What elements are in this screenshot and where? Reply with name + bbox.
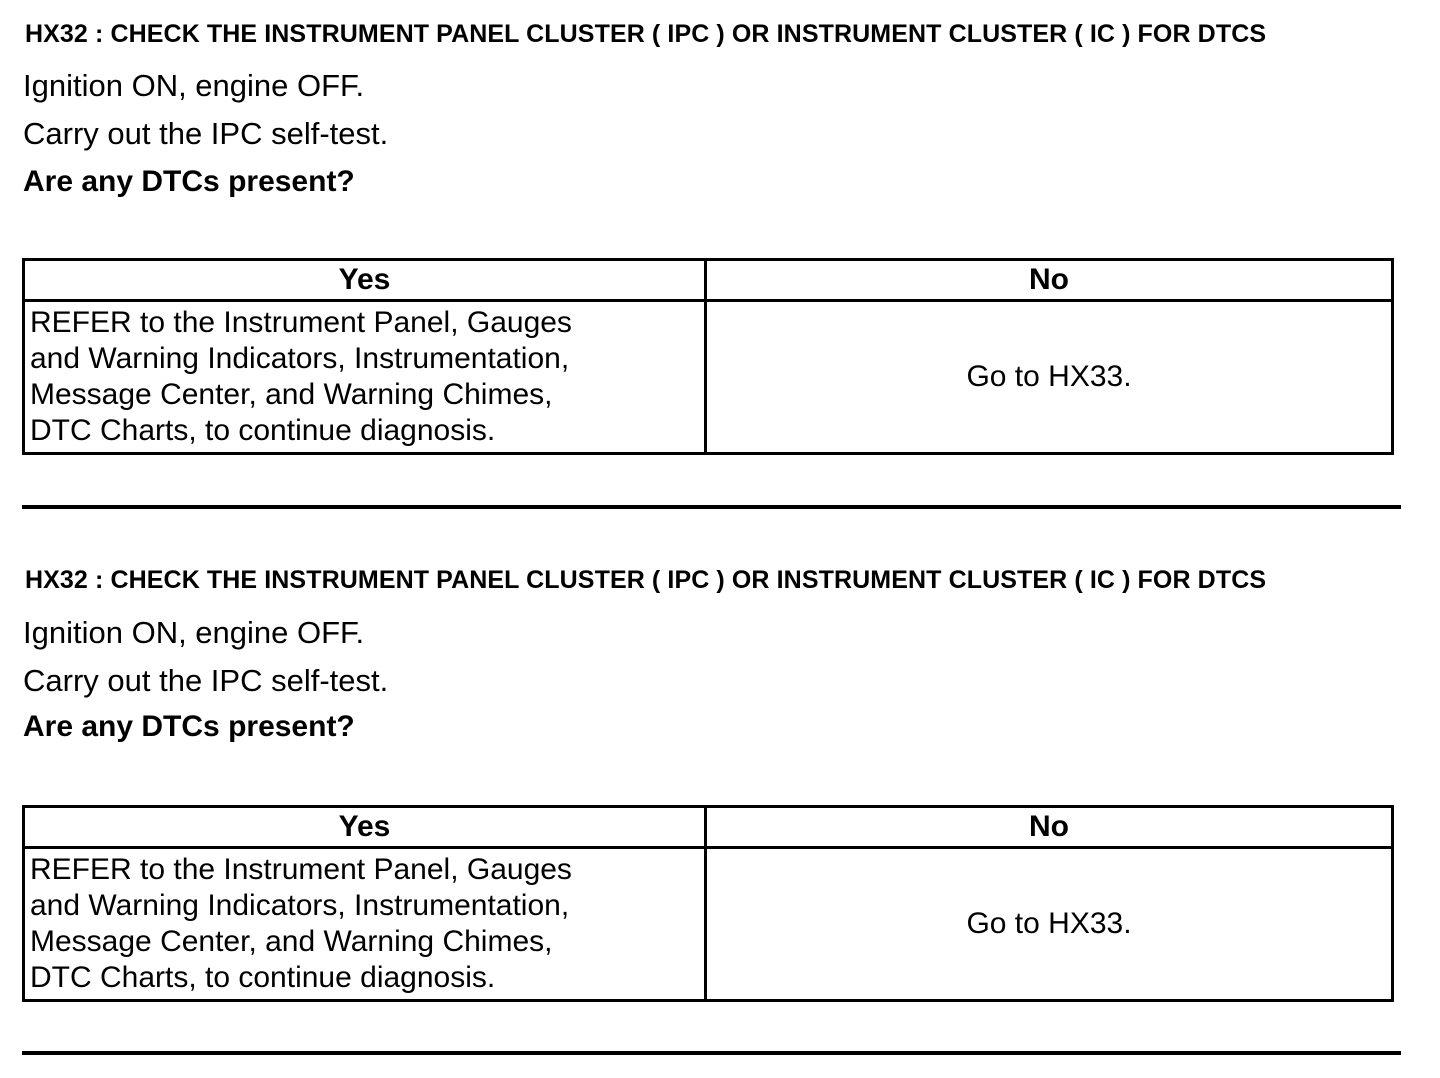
- yes-header: Yes: [24, 260, 706, 301]
- yes-action-cell: [24, 301, 706, 454]
- yes-action-line: DTC Charts, to continue diagnosis.: [30, 414, 496, 447]
- yes-action-cell: [24, 848, 706, 1001]
- step-question: Are any DTCs present?: [23, 710, 355, 743]
- yes-action-line: and Warning Indicators, Instrumentation,: [30, 342, 570, 375]
- step-title: HX32 : CHECK THE INSTRUMENT PANEL CLUSTER ( IPC ) OR INSTRUMENT CLUSTER ( IC ) FOR DTCS: [25, 566, 1267, 594]
- instruction-line: Ignition ON, engine OFF.: [23, 68, 365, 103]
- yes-action-line: and Warning Indicators, Instrumentation,: [30, 889, 570, 922]
- no-header: No: [706, 260, 1393, 301]
- no-action-cell: Go to HX33.: [706, 848, 1393, 1001]
- instruction-line: Ignition ON, engine OFF.: [23, 615, 365, 650]
- result-table: [22, 805, 1394, 1002]
- yes-action-line: Message Center, and Warning Chimes,: [30, 378, 553, 411]
- no-action-cell: Go to HX33.: [706, 301, 1393, 454]
- instruction-line: Carry out the IPC self-test.: [23, 116, 389, 151]
- yes-action-line: Message Center, and Warning Chimes,: [30, 925, 553, 958]
- section-divider: [22, 1051, 1401, 1055]
- yes-action-line: REFER to the Instrument Panel, Gauges: [30, 306, 572, 339]
- result-table: [22, 258, 1394, 455]
- step-title: HX32 : CHECK THE INSTRUMENT PANEL CLUSTER ( IPC ) OR INSTRUMENT CLUSTER ( IC ) FOR DTCS: [25, 20, 1267, 48]
- yes-action-line: REFER to the Instrument Panel, Gauges: [30, 853, 572, 886]
- instruction-line: Carry out the IPC self-test.: [23, 663, 389, 698]
- section-divider: [22, 505, 1401, 509]
- no-header: No: [706, 807, 1393, 848]
- step-question: Are any DTCs present?: [23, 165, 355, 198]
- yes-action-line: DTC Charts, to continue diagnosis.: [30, 961, 496, 994]
- yes-header: Yes: [24, 807, 706, 848]
